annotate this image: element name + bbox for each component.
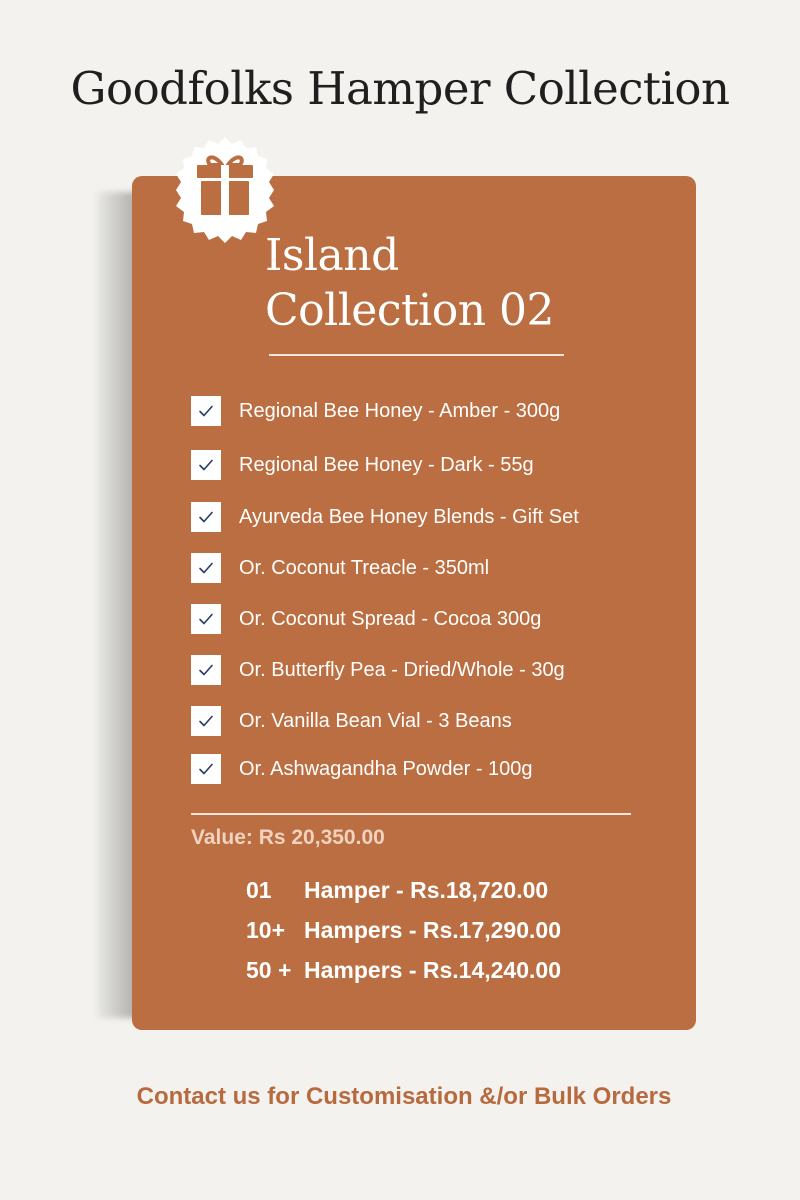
item-label: Ayurveda Bee Honey Blends - Gift Set (239, 505, 579, 528)
checkbox (191, 754, 221, 784)
item-label: Regional Bee Honey - Amber - 300g (239, 399, 561, 422)
price-qty: 50 + (246, 957, 292, 983)
checkmark-icon (198, 403, 214, 419)
checkbox (191, 450, 221, 480)
checkmark-icon (198, 509, 214, 525)
checkmark-icon (198, 662, 214, 678)
item-label: Or. Ashwagandha Powder - 100g (239, 757, 533, 780)
checkmark-icon (198, 761, 214, 777)
price-qty: 01 (246, 877, 272, 903)
item-label: Regional Bee Honey - Dark - 55g (239, 453, 534, 476)
item-label: Or. Butterfly Pea - Dried/Whole - 30g (239, 658, 565, 681)
checkbox (191, 502, 221, 532)
checkbox (191, 604, 221, 634)
collection-title-line1: Island (265, 230, 399, 281)
collection-title-line2: Collection 02 (265, 285, 555, 336)
value-label: Value: Rs 20,350.00 (191, 826, 385, 849)
price-row (246, 877, 548, 904)
checkbox (191, 396, 221, 426)
gift-icon (197, 157, 253, 215)
price-label: Hampers - Rs.14,240.00 (304, 957, 561, 983)
checkbox (191, 553, 221, 583)
checkmark-icon (198, 611, 214, 627)
checklist-item (191, 502, 579, 532)
checklist-item (191, 706, 512, 736)
gift-badge (170, 135, 280, 245)
checkbox (191, 706, 221, 736)
list-divider (191, 813, 631, 815)
checklist-item (191, 553, 489, 583)
checklist-item (191, 655, 565, 685)
contact-cta: Contact us for Customisation &/or Bulk Orders (136, 1083, 672, 1110)
checkbox (191, 655, 221, 685)
checklist-item (191, 754, 533, 784)
price-label: Hamper - Rs.18,720.00 (304, 877, 549, 903)
price-qty: 10+ (246, 917, 286, 943)
price-row (246, 957, 561, 984)
item-label: Or. Vanilla Bean Vial - 3 Beans (239, 709, 512, 732)
page-title: Goodfolks Hamper Collection (70, 62, 730, 115)
price-row (246, 917, 561, 944)
item-label: Or. Coconut Spread - Cocoa 300g (239, 607, 542, 630)
checkmark-icon (198, 457, 214, 473)
checkmark-icon (198, 713, 214, 729)
checkmark-icon (198, 560, 214, 576)
item-label: Or. Coconut Treacle - 350ml (239, 556, 490, 579)
price-label: Hampers - Rs.17,290.00 (304, 917, 561, 943)
checklist-item (191, 604, 541, 634)
title-divider (269, 354, 564, 356)
checklist-item (191, 450, 534, 480)
checklist-item (191, 396, 560, 426)
collection-title (265, 228, 585, 338)
